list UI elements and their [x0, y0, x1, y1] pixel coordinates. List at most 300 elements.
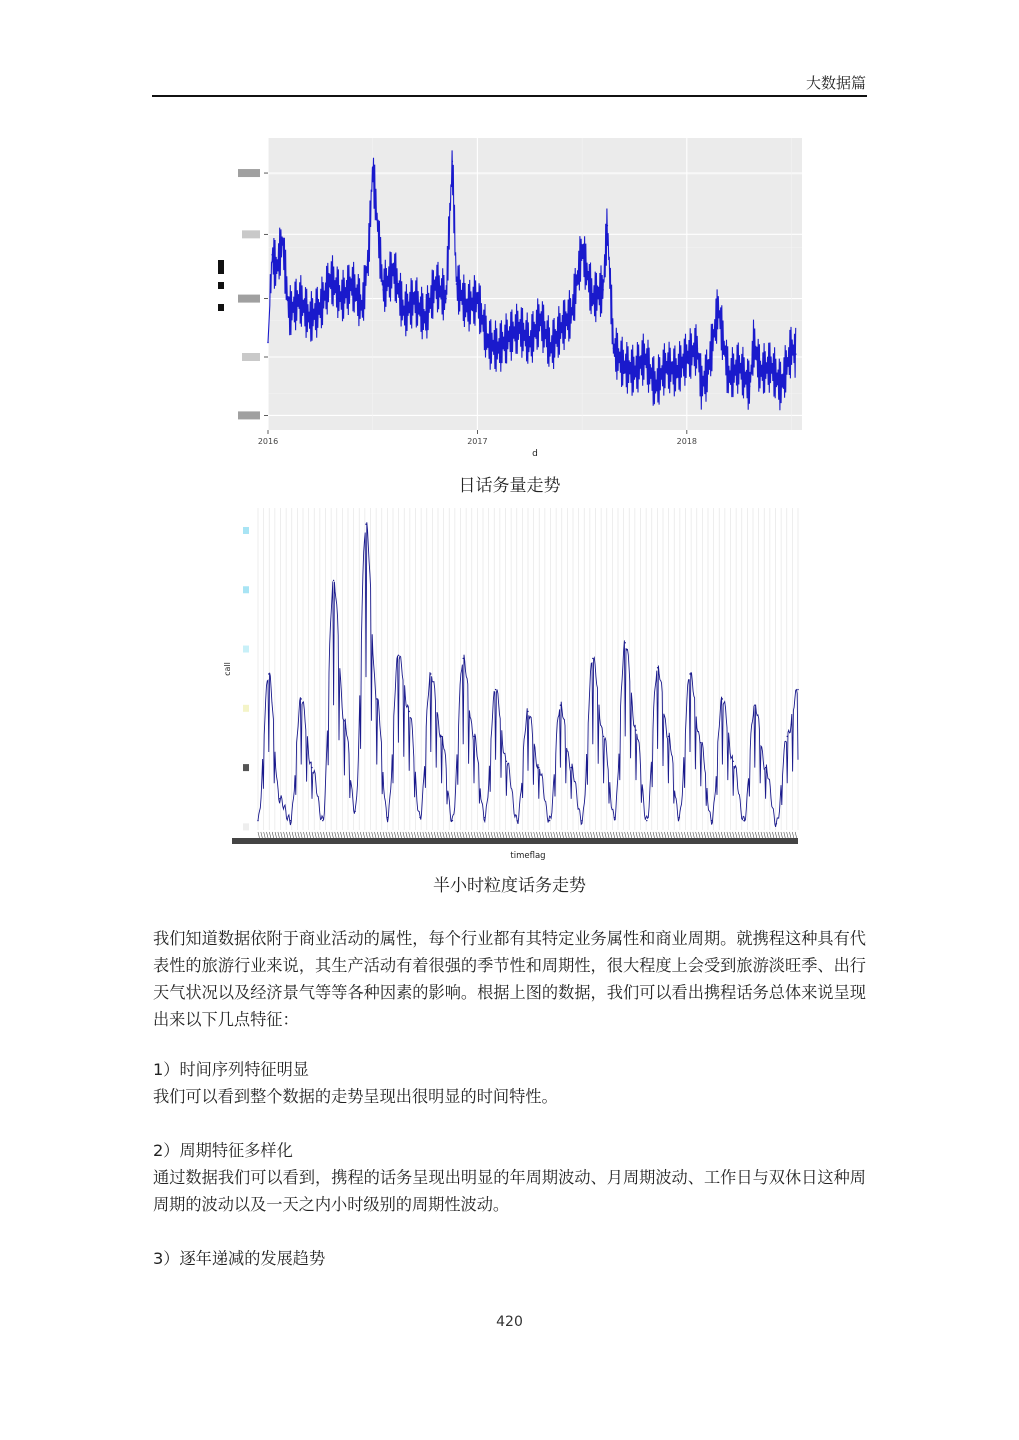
obscured-y-tick-label: [238, 411, 260, 419]
daily-call-point: [456, 283, 458, 285]
half-hour-call-point: [398, 655, 399, 656]
x-tick: [451, 832, 453, 838]
x-tick: [298, 832, 300, 838]
x-tick: [696, 832, 698, 838]
x-tick: [534, 832, 536, 838]
figure-caption-daily: 日话务量走势: [458, 476, 561, 496]
x-tick: [261, 832, 263, 838]
x-tick: [463, 832, 465, 838]
daily-call-point: [403, 312, 405, 314]
x-tick: [670, 832, 672, 838]
daily-call-point: [665, 365, 667, 367]
x-tick: [352, 832, 354, 838]
daily-call-point: [696, 347, 698, 349]
x-tick: [448, 832, 450, 838]
x-tick: [721, 832, 723, 838]
x-tick: [537, 832, 539, 838]
daily-call-point: [477, 298, 479, 300]
half-hour-call-point: [625, 642, 626, 643]
x-tick: [784, 832, 786, 838]
x-tick: [750, 832, 752, 838]
x-tick: [753, 832, 755, 838]
x-tick: [619, 832, 621, 838]
x-tick: [275, 832, 277, 838]
x-tick: [579, 832, 581, 838]
x-tick: [309, 832, 311, 838]
x-tick: [500, 832, 502, 838]
half-hour-call-point: [409, 711, 410, 712]
x-tick: [605, 832, 607, 838]
x-tick-label: 2018: [676, 437, 698, 446]
daily-call-point: [393, 269, 395, 271]
list-item-body: 我们可以看到整个数据的走势呈现出很明显的时间特性。: [153, 1087, 558, 1106]
half-hour-call-point: [495, 689, 496, 690]
daily-call-point: [613, 347, 615, 349]
x-tick: [295, 832, 297, 838]
x-tick: [741, 832, 743, 838]
half-hour-call-point: [484, 817, 485, 818]
x-tick: [571, 832, 573, 838]
half-hour-call-point: [538, 767, 539, 768]
x-tick: [477, 832, 479, 838]
daily-call-point: [309, 318, 311, 320]
x-tick: [767, 832, 769, 838]
x-tick: [593, 832, 595, 838]
daily-call-point: [581, 248, 583, 250]
half-hour-call-point: [700, 742, 701, 743]
x-tick: [542, 832, 544, 838]
x-tick: [389, 832, 391, 838]
x-tick: [599, 832, 601, 838]
half-hour-call-point: [419, 817, 420, 818]
body-paragraph: 我们知道数据依附于商业活动的属性，每个行业都有其特定业务属性和商业周期。就携程这种具有代表性的旅游行业来说，其生产活动有着很强的季节性和周期性，很大程度上会受到旅游淡旺季、出行天气状况以及经济景气等等各种因素的影响。根据上图的数据，我们可以看出携程话务总体来说呈现出来以下几点特征：: [153, 929, 866, 1029]
x-tick: [454, 832, 456, 838]
obscured-y-axis-title: [218, 304, 224, 311]
x-tick: [596, 832, 598, 838]
x-tick: [733, 832, 735, 838]
daily-call-chart: [208, 132, 808, 462]
obscured-y-tick-label: [242, 353, 260, 361]
daily-call-point: [550, 347, 552, 349]
half-hour-call-point: [646, 820, 647, 821]
half-hour-call-point: [376, 698, 377, 699]
daily-call-point: [445, 298, 447, 300]
half-hour-call-point: [754, 705, 755, 706]
obscured-y-tick-label: [243, 705, 249, 712]
running-header: 大数据篇: [805, 74, 866, 92]
obscured-y-axis-title: [218, 260, 224, 274]
x-tick: [340, 832, 342, 838]
half-hour-call-point: [657, 667, 658, 668]
daily-call-point: [686, 356, 688, 358]
x-tick: [727, 832, 729, 838]
half-hour-call-chart: [218, 500, 804, 867]
x-tick: [701, 832, 703, 838]
half-hour-call-point: [290, 820, 291, 821]
x-tick: [676, 832, 678, 838]
half-hour-call-point: [603, 736, 604, 737]
daily-call-point: [435, 283, 437, 285]
daily-call-point: [759, 371, 761, 373]
x-tick: [730, 832, 732, 838]
x-tick: [392, 832, 394, 838]
x-tick: [636, 832, 638, 838]
daily-call-point: [634, 371, 636, 373]
half-hour-call-point: [635, 729, 636, 730]
x-tick: [306, 832, 308, 838]
x-tick: [474, 832, 476, 838]
half-hour-call-point: [333, 580, 334, 581]
x-tick: [713, 832, 715, 838]
x-tick: [744, 832, 746, 838]
x-tick: [355, 832, 357, 838]
x-tick: [775, 832, 777, 838]
half-hour-call-point: [527, 711, 528, 712]
x-tick: [485, 832, 487, 838]
daily-call-point: [271, 254, 273, 256]
daily-call-point: [340, 298, 342, 300]
x-tick: [639, 832, 641, 838]
x-tick: [440, 832, 442, 838]
half-hour-call-point: [441, 736, 442, 737]
x-axis-title: d: [532, 449, 538, 459]
x-tick: [323, 832, 325, 838]
daily-call-point: [372, 166, 374, 168]
x-tick: [602, 832, 604, 838]
daily-call-point: [592, 298, 594, 300]
x-tick: [585, 832, 587, 838]
daily-call-point: [382, 289, 384, 291]
obscured-y-tick-label: [243, 527, 249, 534]
x-tick: [360, 832, 362, 838]
x-tick: [738, 832, 740, 838]
half-hour-call-point: [679, 817, 680, 818]
x-tick: [417, 832, 419, 838]
daily-call-point: [602, 289, 604, 291]
x-tick: [349, 832, 351, 838]
x-tick: [591, 832, 593, 838]
half-hour-call-point: [571, 767, 572, 768]
x-tick: [420, 832, 422, 838]
x-tick: [772, 832, 774, 838]
x-tick: [446, 832, 448, 838]
header-rule: [152, 95, 867, 97]
x-tick: [673, 832, 675, 838]
daily-call-point: [498, 347, 500, 349]
daily-call-point: [320, 307, 322, 309]
daily-call-point: [361, 307, 363, 309]
half-hour-call-point: [549, 820, 550, 821]
x-tick: [397, 832, 399, 838]
x-tick: [653, 832, 655, 838]
obscured-y-tick-label: [243, 646, 249, 653]
x-tick: [429, 832, 431, 838]
half-hour-call-point: [452, 820, 453, 821]
x-tick: [434, 832, 436, 838]
x-tick: [335, 832, 337, 838]
x-tick: [301, 832, 303, 838]
x-tick: [483, 832, 485, 838]
x-tick: [627, 832, 629, 838]
x-tick: [667, 832, 669, 838]
x-tick: [764, 832, 766, 838]
obscured-y-tick-label: [243, 586, 249, 593]
daily-call-point: [424, 318, 426, 320]
x-tick: [758, 832, 760, 838]
x-tick: [565, 832, 567, 838]
x-tick: [613, 832, 615, 838]
x-tick: [770, 832, 772, 838]
x-tick: [321, 832, 323, 838]
y-axis-title: call: [223, 662, 232, 676]
half-hour-call-point: [668, 736, 669, 737]
x-tick: [329, 832, 331, 838]
x-tick: [684, 832, 686, 838]
page-number: 420: [496, 1314, 523, 1330]
x-tick: [679, 832, 681, 838]
half-hour-call-point: [743, 820, 744, 821]
x-tick: [531, 832, 533, 838]
list-item-title: 1）时间序列特征明显: [153, 1060, 309, 1079]
x-tick: [747, 832, 749, 838]
x-tick: [258, 832, 260, 838]
half-hour-call-point: [311, 767, 312, 768]
x-tick: [383, 832, 385, 838]
figure-daily-call-volume: [208, 132, 808, 462]
obscured-y-tick-label: [243, 823, 249, 830]
figure-caption-half-hour: 半小时粒度话务走势: [433, 876, 586, 896]
x-tick: [465, 832, 467, 838]
x-tick: [286, 832, 288, 838]
half-hour-call-point: [711, 820, 712, 821]
x-tick: [718, 832, 720, 838]
daily-call-point: [276, 269, 278, 271]
list-item-body: 通过数据我们可以看到，携程的话务呈现出明显的年周期波动、月周期波动、工作日与双休日这种周周期的波动以及一天之内小时级别的周期性波动。: [153, 1168, 866, 1214]
x-tick: [735, 832, 737, 838]
x-tick: [778, 832, 780, 838]
daily-call-point: [539, 318, 541, 320]
x-tick: [781, 832, 783, 838]
daily-call-point: [571, 312, 573, 314]
x-tick: [480, 832, 482, 838]
x-tick: [787, 832, 789, 838]
half-hour-call-point: [722, 698, 723, 699]
half-hour-call-point: [301, 698, 302, 699]
x-tick: [338, 832, 340, 838]
daily-call-point: [560, 327, 562, 329]
x-tick: [423, 832, 425, 838]
obscured-y-tick-label: [242, 230, 260, 238]
daily-call-point: [780, 385, 782, 387]
x-tick: [460, 832, 462, 838]
x-tick: [625, 832, 627, 838]
x-tick: [403, 832, 405, 838]
x-tick: [681, 832, 683, 838]
half-hour-call-point: [257, 820, 258, 821]
x-tick: [411, 832, 413, 838]
x-tick: [377, 832, 379, 838]
half-hour-call-point: [689, 673, 690, 674]
x-tick: [409, 832, 411, 838]
obscured-y-tick-label: [238, 295, 260, 303]
x-tick: [554, 832, 556, 838]
daily-call-point: [717, 307, 719, 309]
list-item-title: 3）逐年递减的发展趋势: [153, 1249, 326, 1268]
daily-call-point: [466, 307, 468, 309]
daily-call-point: [282, 239, 284, 241]
x-tick: [437, 832, 439, 838]
x-tick-label: 2016: [257, 437, 279, 446]
x-tick: [548, 832, 550, 838]
x-tick: [431, 832, 433, 838]
x-tick: [366, 832, 368, 838]
daily-call-point: [518, 327, 520, 329]
x-tick: [664, 832, 666, 838]
daily-call-point: [707, 371, 709, 373]
x-tick: [568, 832, 570, 838]
daily-call-point: [676, 371, 678, 373]
x-tick: [494, 832, 496, 838]
x-tick: [357, 832, 359, 838]
daily-call-point: [414, 298, 416, 300]
x-tick-label: 2017: [467, 437, 488, 446]
x-tick: [284, 832, 286, 838]
x-tick: [312, 832, 314, 838]
x-tick: [573, 832, 575, 838]
x-tick: [704, 832, 706, 838]
x-tick: [608, 832, 610, 838]
daily-call-point: [795, 353, 797, 355]
half-hour-call-point: [279, 798, 280, 799]
x-tick: [264, 832, 266, 838]
daily-call-point: [368, 254, 370, 256]
x-tick: [522, 832, 524, 838]
x-tick: [406, 832, 408, 838]
x-tick: [659, 832, 661, 838]
x-tick: [497, 832, 499, 838]
half-hour-call-point: [733, 761, 734, 762]
half-hour-call-point: [797, 689, 798, 690]
x-tick: [551, 832, 553, 838]
half-hour-call-point: [322, 820, 323, 821]
x-tick: [457, 832, 459, 838]
half-hour-call-point: [765, 767, 766, 768]
x-tick: [502, 832, 504, 838]
x-tick: [647, 832, 649, 838]
x-tick: [610, 832, 612, 838]
x-tick: [755, 832, 757, 838]
x-tick: [693, 832, 695, 838]
list-item-title: 2）周期特征多样化: [153, 1141, 293, 1160]
obscured-y-axis-title: [218, 282, 224, 289]
half-hour-call-point: [355, 811, 356, 812]
daily-call-point: [288, 312, 290, 314]
half-hour-call-point: [268, 673, 269, 674]
half-hour-call-point: [614, 817, 615, 818]
x-tick: [650, 832, 652, 838]
x-tick: [662, 832, 664, 838]
figure-half-hour-call-volume: [218, 500, 804, 867]
half-hour-call-point: [387, 817, 388, 818]
x-tick: [303, 832, 305, 838]
half-hour-call-point: [560, 705, 561, 706]
half-hour-call-point: [581, 820, 582, 821]
x-tick: [272, 832, 274, 838]
x-tick: [525, 832, 527, 838]
x-tick: [400, 832, 402, 838]
x-tick: [505, 832, 507, 838]
half-hour-call-point: [365, 524, 366, 525]
daily-call-point: [791, 347, 793, 349]
daily-call-point: [623, 365, 625, 367]
x-tick: [562, 832, 564, 838]
x-tick: [576, 832, 578, 838]
x-tick: [539, 832, 541, 838]
x-tick: [588, 832, 590, 838]
daily-call-point: [529, 342, 531, 344]
daily-call-point: [267, 342, 269, 344]
x-axis-title: timeflag: [510, 851, 546, 861]
x-tick: [443, 832, 445, 838]
x-tick: [559, 832, 561, 838]
x-tick: [326, 832, 328, 838]
x-tick: [556, 832, 558, 838]
x-tick: [716, 832, 718, 838]
x-tick: [761, 832, 763, 838]
x-tick: [346, 832, 348, 838]
x-tick: [315, 832, 317, 838]
x-tick: [369, 832, 371, 838]
x-tick: [292, 832, 294, 838]
x-tick: [394, 832, 396, 838]
x-tick: [491, 832, 493, 838]
daily-call-point: [644, 356, 646, 358]
daily-call-point: [749, 385, 751, 387]
half-hour-call-point: [517, 820, 518, 821]
x-tick: [488, 832, 490, 838]
daily-call-point: [728, 377, 730, 379]
obscured-y-tick-label: [243, 764, 249, 771]
x-tick: [343, 832, 345, 838]
half-hour-call-point: [430, 673, 431, 674]
half-hour-call-point: [473, 736, 474, 737]
x-tick: [707, 832, 709, 838]
x-tick: [289, 832, 291, 838]
x-tick: [789, 832, 791, 838]
x-tick: [514, 832, 516, 838]
obscured-y-tick-label: [238, 169, 260, 177]
x-tick: [471, 832, 473, 838]
x-tick: [380, 832, 382, 838]
obscured-x-tick-labels: [232, 838, 798, 844]
half-hour-call-point: [506, 761, 507, 762]
x-tick: [687, 832, 689, 838]
x-tick: [630, 832, 632, 838]
daily-call-point: [451, 161, 453, 163]
daily-call-point: [606, 225, 608, 227]
x-tick: [622, 832, 624, 838]
x-tick: [386, 832, 388, 838]
daily-call-point: [299, 298, 301, 300]
daily-call-point: [701, 385, 703, 387]
x-tick: [616, 832, 618, 838]
daily-call-point: [487, 342, 489, 344]
x-tick: [545, 832, 547, 838]
x-tick: [517, 832, 519, 838]
x-tick: [710, 832, 712, 838]
daily-call-point: [770, 365, 772, 367]
daily-call-point: [508, 336, 510, 338]
